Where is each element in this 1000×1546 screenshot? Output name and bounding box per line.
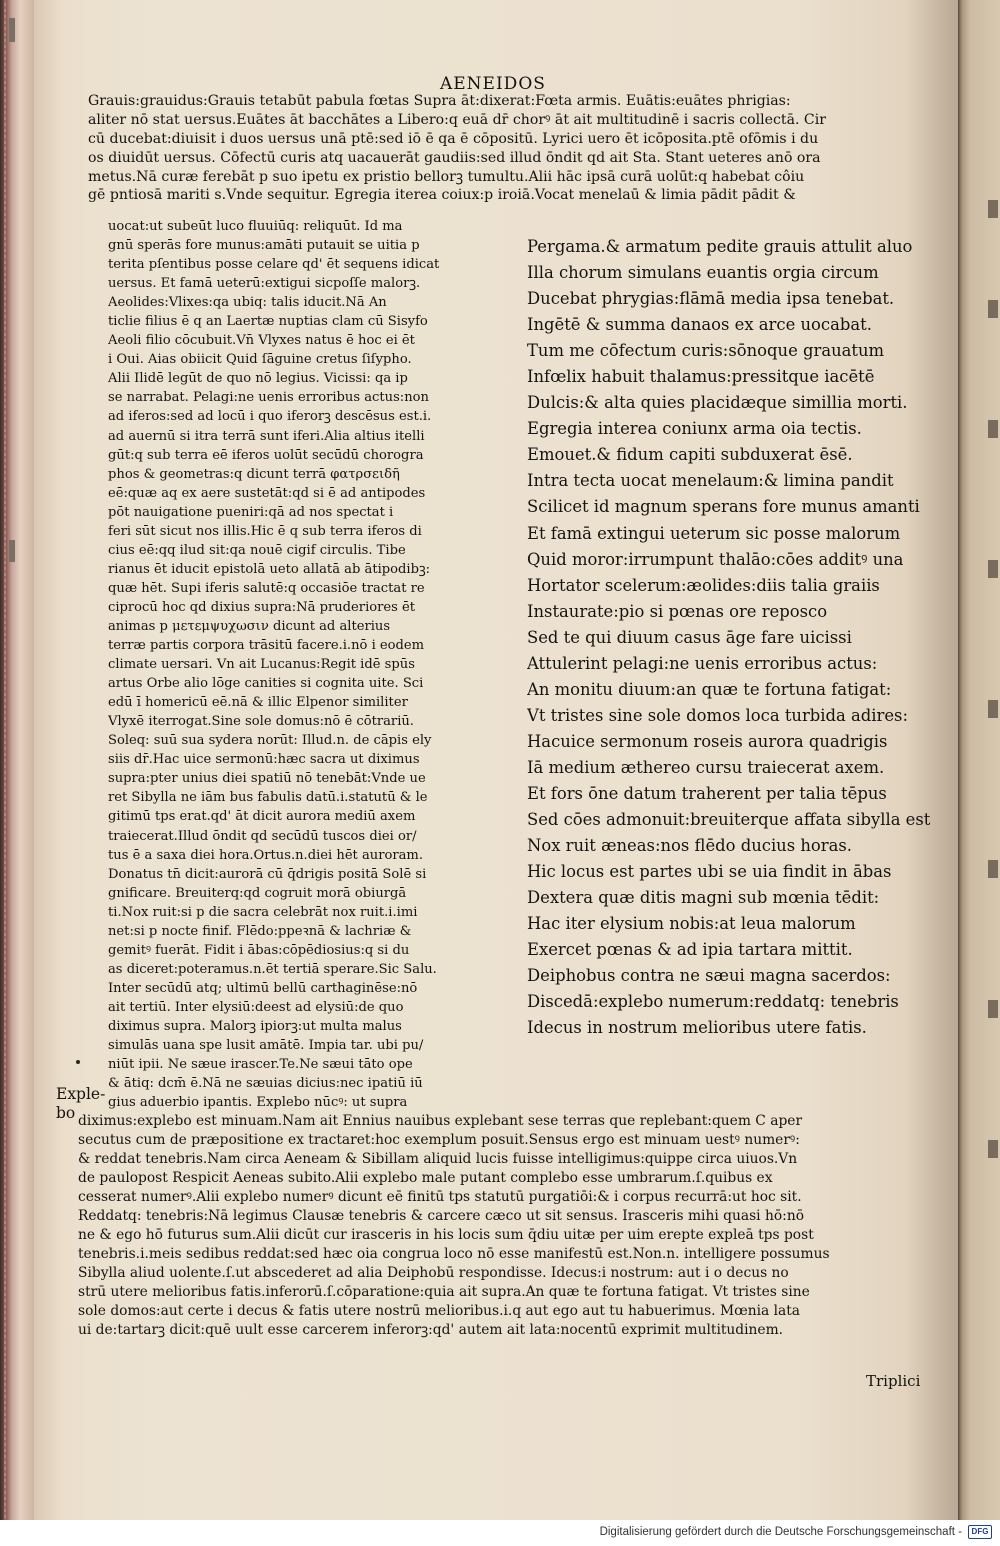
verse-line: Hortator scelerum:æolides:diis talia graiis bbox=[527, 575, 880, 595]
verse-line: Ingētē & summa danaos ex arce uocabat. bbox=[527, 315, 872, 335]
verse-line: Ducebat phrygias:flāmā media ipsa tenebat. bbox=[527, 289, 895, 309]
commentary-line: os diuidūt uersus. Cōfectū curis atq uacauerāt gaudiis:sed illud ōndit qd ait Sta. Stant ueteres anō ora bbox=[88, 149, 821, 166]
verse-line: Intra tecta uocat menelaum:& limina pandit bbox=[527, 471, 894, 491]
commentary-line: diximus:explebo est minuam.Nam ait Ennius nauibus explebant sese terras que replebant:quem C aper bbox=[78, 1113, 803, 1129]
commentary-line: edū ī homericū eē.nā & illic Elpenor similiter bbox=[108, 695, 408, 711]
commentary-line: pōt nauigatione pueniri:qā ad nos spectat i bbox=[108, 504, 394, 520]
commentary-line: gnū sperās fore munus:amāti putauit se uitia p bbox=[108, 238, 420, 254]
commentary-line: Grauis:grauidus:Grauis tetabūt pabula fœtas Supra āt:dixerat:Fœta armis. Euātis:euātes phrigias: bbox=[88, 93, 791, 109]
verse-line: An monitu diuum:an quæ te fortuna fatigat: bbox=[527, 679, 892, 699]
commentary-line: gius aduerbio ipantis. Explebo nūcꝰ: ut supra bbox=[108, 1095, 408, 1111]
commentary-line: ticlie filius ē q an Laertæ nuptias clam cū Sisyfo bbox=[108, 314, 428, 330]
verse-line: Exercet pœnas & ad ipia tartara mittit. bbox=[527, 940, 853, 960]
catchword: Triplici bbox=[866, 1372, 921, 1390]
commentary-line: ne & ego hō futurus sum.Alii dicūt cur irasceris in his locis sum q̄diu uitæ per uim erepte expleā tps post bbox=[78, 1227, 814, 1243]
commentary-line: Soleq: suū sua sydera norūt: Illud.n. de cāpis ely bbox=[108, 733, 432, 749]
next-page-glyph bbox=[988, 1140, 998, 1158]
commentary-line: tenebris.i.meis sedibus reddat:sed hæc oia congrua loco nō esse manifestū est.Non.n. intelligere possumus bbox=[78, 1246, 830, 1262]
commentary-line: tus ē a saxa diei hora.Ortus.n.diei hēt auroram. bbox=[108, 847, 424, 863]
margin-marker bbox=[76, 1060, 80, 1064]
verse-line: Iā medium æthereo cursu traiecerat axem. bbox=[527, 757, 885, 777]
footer-bar bbox=[0, 1520, 1000, 1546]
commentary-line: ti.Nox ruit:si p die sacra celebrāt nox ruit.i.imi bbox=[108, 904, 418, 920]
verse-line: Hacuice sermonum roseis aurora quadrigis bbox=[527, 731, 888, 751]
verse-line: Quid moror:irrumpunt thalāo:cōes additꝰ una bbox=[527, 549, 904, 569]
verse-line: Vt tristes sine sole domos loca turbida adires: bbox=[527, 705, 908, 725]
commentary-line: net:si p nocte finif. Flēdo:ppeꝛnā & lachriæ & bbox=[108, 923, 412, 939]
dfg-logo: DFG bbox=[968, 1525, 992, 1539]
commentary-line: Aeolides:Vlixes:qa ubiq: talis iducit.Nā An bbox=[108, 295, 387, 311]
commentary-line: rianus ēt iducit epistolā ueto allatā ab ātipodibꝫ: bbox=[108, 561, 431, 577]
commentary-line: ret Sibylla ne iām bus fabulis datū.i.statutū & le bbox=[108, 790, 428, 806]
commentary-line: simulās uana spe lusit amātē. Impia tar. ubi pu/ bbox=[108, 1038, 424, 1054]
verse-line: Dulcis:& alta quies placidæque simillia morti. bbox=[527, 393, 908, 413]
commentary-line: Alii Ilidē legūt de quo nō legius. Vicissi: qa ip bbox=[108, 371, 408, 387]
book-edge-left bbox=[0, 0, 34, 1520]
commentary-line: ad iferos:sed ad locū i quo iferorꝫ descēsus est.i. bbox=[108, 409, 432, 425]
commentary-line: sole domos:aut certe i decus & fatis utere nostrū melioribus.i.q aut ego aut tu habuerimus. Mœnia lata bbox=[78, 1303, 801, 1319]
margin-note-line: Exple- bbox=[56, 1085, 106, 1103]
commentary-line: Vlyxē iterrogat.Sine sole domus:nō ē cōtrariū. bbox=[108, 714, 414, 730]
margin-note-line: bo bbox=[56, 1104, 76, 1122]
commentary-line: siis dr̄.Hac uice sermonū:hæc sacra ut diximus bbox=[108, 752, 420, 768]
commentary-line: & ātiq: dcm̄ ē.Nā ne sæuias dicius:nec ipatiū iū bbox=[108, 1076, 423, 1092]
commentary-line: strū utere melioribus fatis.inferorū.ſ.cōparatione:quia ait supra.An quæ te fortuna fatigat. Vt tristes sine bbox=[78, 1284, 810, 1300]
funding-credit: Digitalisierung gefördert durch die Deutsche Forschungsgemeinschaft - bbox=[599, 1526, 962, 1538]
commentary-line: metus.Nā curæ ferebāt p suo ipetu ex pristio bellorꝫ tumultu.Alii hāc ipsā curā uolūt:q habebat côiu bbox=[88, 168, 805, 185]
commentary-line: diximus supra. Malorꝫ ipiorꝫ:ut multa malus bbox=[108, 1018, 402, 1034]
commentary-line: gemitꝰ fuerāt. Fidit i ābas:cōpēdiosius:q si du bbox=[108, 942, 410, 958]
commentary-line: uocat:ut subeūt luco fluuiūq: reliquūt. Id ma bbox=[108, 219, 403, 234]
next-page-glyph bbox=[988, 300, 998, 318]
running-head: AENEIDOS bbox=[440, 74, 546, 94]
commentary-line: ad auernū si itra terrā sunt iferi.Alia altius itelli bbox=[108, 428, 425, 444]
next-page-glyph bbox=[988, 700, 998, 718]
commentary-line: Sibylla aliud uolente.ſ.ut abscederet ad alia Deiphobū respondisse. Idecus:i nostrum: aut i o decus no bbox=[78, 1265, 789, 1281]
verse-line: Egregia interea coniunx arma oia tectis. bbox=[527, 419, 862, 439]
verse-line: Sed te qui diuum casus āge fare uicissi bbox=[527, 627, 852, 647]
commentary-line: as diceret:poteramus.n.ēt tertiā sperare.Sic Salu. bbox=[108, 961, 437, 977]
verse-line: Dextera quæ ditis magni sub mœnia tēdit: bbox=[527, 888, 880, 908]
commentary-line: niūt ipii. Ne sæue irascer.Te.Ne sæui tāto ope bbox=[108, 1057, 413, 1073]
commentary-line: Donatus tn̄ dicit:aurorā cū q̄drigis positā Solē si bbox=[108, 866, 427, 882]
commentary-line: gitimū tps erat.qd' āt dicit aurora mediū axem bbox=[108, 809, 416, 825]
next-page-glyph bbox=[988, 420, 998, 438]
commentary-line: i Oui. Aias obiicit Quid ſāguine cretus ſiſypho. bbox=[108, 352, 412, 368]
verse-line: Hac iter elysium nobis:at leua malorum bbox=[527, 914, 856, 934]
verse-line: Deiphobus contra ne sæui magna sacerdos: bbox=[527, 966, 891, 986]
commentary-left-column bbox=[108, 217, 516, 1112]
verse-line: Scilicet id magnum sperans fore munus amanti bbox=[527, 497, 920, 517]
commentary-line: feri sūt sicut nos illis.Hic ē q sub terra iferos di bbox=[108, 523, 422, 539]
verse-line: Hic locus est partes ubi se uia findit in ābas bbox=[527, 862, 892, 882]
verse-line: Pergama.& armatum pedite grauis attulit aluo bbox=[527, 237, 913, 256]
commentary-line: de paulopost Respicit Aeneas subito.Alii explebo male putant complebo esse umbrarum.ſ.quibus ex bbox=[78, 1170, 773, 1186]
commentary-line: cius eē:qq ilud sit:qa nouē cigif circulis. Tibe bbox=[108, 542, 406, 558]
commentary-line: gnificare. Breuiterq:qd cogruit morā obiurgā bbox=[108, 885, 407, 901]
next-page-glyph bbox=[988, 1000, 998, 1018]
next-page-glyph bbox=[988, 860, 998, 878]
next-page-edge bbox=[958, 0, 1000, 1520]
commentary-line: se narrabat. Pelagi:ne uenis erroribus actus:non bbox=[108, 390, 429, 406]
verse-line: Discedā:explebo numerum:reddatq: tenebris bbox=[527, 992, 899, 1012]
commentary-line: artus Orbe alio lōge canities si cognita uite. Sci bbox=[108, 676, 424, 692]
commentary-top bbox=[88, 92, 956, 205]
commentary-line: supra:pter unius diei spatiū nō tenebāt:Vnde ue bbox=[108, 771, 426, 787]
commentary-line: terræ partis corpora trāsitū facere.i.nō i eodem bbox=[108, 638, 425, 654]
verse-line: Attulerint pelagi:ne uenis erroribus actus: bbox=[527, 653, 878, 673]
verse-line: Et famā extingui ueterum sic posse malorum bbox=[527, 523, 901, 543]
commentary-line: traiecerat.Illud ōndit qd secūdū tuscos diei or/ bbox=[108, 828, 417, 844]
commentary-line: climate uersari. Vn ait Lucanus:Regit idē spūs bbox=[108, 657, 415, 673]
commentary-line: ciprocū hoc qd dixius supra:Nā pruderiores ēt bbox=[108, 599, 416, 615]
page-tab bbox=[9, 18, 15, 42]
verse-line: Idecus in nostrum melioribus utere fatis. bbox=[527, 1018, 867, 1038]
verse-line: Instaurate:pio si pœnas ore reposco bbox=[527, 601, 828, 621]
commentary-line: aliter nō stat uersus.Euātes āt bacchātes a Libero:q euā dr̄ chorꝰ āt ait multitudinē i sacris collectā. Cir bbox=[88, 111, 826, 128]
verse-line: Et fors ōne datum traherent per talia tēpus bbox=[527, 783, 887, 803]
verse-line: Sed cōes admonuit:breuiterque affata sibylla est bbox=[527, 810, 931, 830]
commentary-line: Inter secūdū atq; ultimū bellū carthaginēse:nō bbox=[108, 980, 418, 996]
verse-line: Emouet.& fidum capiti subduxerat ēsē. bbox=[527, 445, 853, 465]
next-page-glyph bbox=[988, 560, 998, 578]
verse-line: Infœlix habuit thalamus:pressitque iacētē bbox=[527, 367, 875, 387]
verse-line: Illa chorum simulans euantis orgia circum bbox=[527, 263, 879, 283]
verse-line: Nox ruit æneas:nos flēdo ducius horas. bbox=[527, 836, 853, 856]
commentary-line: terita pſentibus posse celare qd' ēt sequens idicat bbox=[108, 257, 440, 273]
commentary-line: phos & geometras:q dicunt terrā φατρσειδῆ bbox=[108, 466, 400, 482]
verse-column bbox=[527, 234, 959, 1041]
commentary-line: cesserat numerꝰ.Alii explebo numerꝰ dicunt eē finitū tps statutū purgatiōi:& i corpus recurrā:ut hoc sit. bbox=[78, 1189, 802, 1205]
commentary-line: ait tertiū. Inter elysiū:deest ad elysiū:de quo bbox=[108, 999, 404, 1015]
next-page-glyph bbox=[988, 200, 998, 218]
commentary-line: uersus. Et famā ueterū:extigui sicpoſſe malorꝫ. bbox=[108, 276, 421, 292]
commentary-line: Aeoli filio cōcubuit.Vn̄ Vlyxes natus ē hoc ei ēt bbox=[108, 333, 415, 349]
commentary-line: gūt:q sub terra eē iferos uolūt secūdū chorogra bbox=[108, 447, 424, 463]
commentary-line: cū ducebat:diuisit i duos uersus unā ptē:sed iō ē qa ē cōpositū. Lyrici uero ēt icōposita.ptē ofōmis i du bbox=[88, 130, 819, 147]
commentary-line: animas p μετεμψυχωσιν dicunt ad alterius bbox=[108, 618, 391, 634]
commentary-line: Reddatq: tenebris:Nā legimus Clausæ tenebris & carcere cæco ut sit sensus. Irasceris mihi quasi hō:nō bbox=[78, 1208, 805, 1224]
verse-line: Tum me cōfectum curis:sōnoque grauatum bbox=[527, 341, 885, 361]
commentary-line: ui de:tartarꝫ dicit:quē uult esse carcerem inferorꝫ:qd' autem ait lata:nocentū exprimit multitudinem. bbox=[78, 1322, 784, 1338]
commentary-line: quæ hēt. Supi iferis salutē:q occasiōe tractat re bbox=[108, 580, 425, 596]
commentary-line: & reddat tenebris.Nam circa Aeneam & Sibillam aliquid lucis fuisse intelligimus:quippe circa uiuos.Vn bbox=[78, 1151, 798, 1167]
page-tab bbox=[9, 540, 15, 562]
commentary-line: secutus cum de præpositione ex tractaret:hoc exemplum posuit.Sensus ergo est minuam uestꝰ numerꝰ: bbox=[78, 1132, 800, 1148]
commentary-line: gē pntiosā mariti s.Vnde sequitur. Egregia iterea coiux:p iroiā.Vocat menelaū & limia pādit pādit & bbox=[88, 187, 796, 204]
commentary-bottom bbox=[78, 1112, 954, 1340]
commentary-line: eē:quæ aq ex aere sustetāt:qd si ē ad antipodes bbox=[108, 485, 426, 501]
